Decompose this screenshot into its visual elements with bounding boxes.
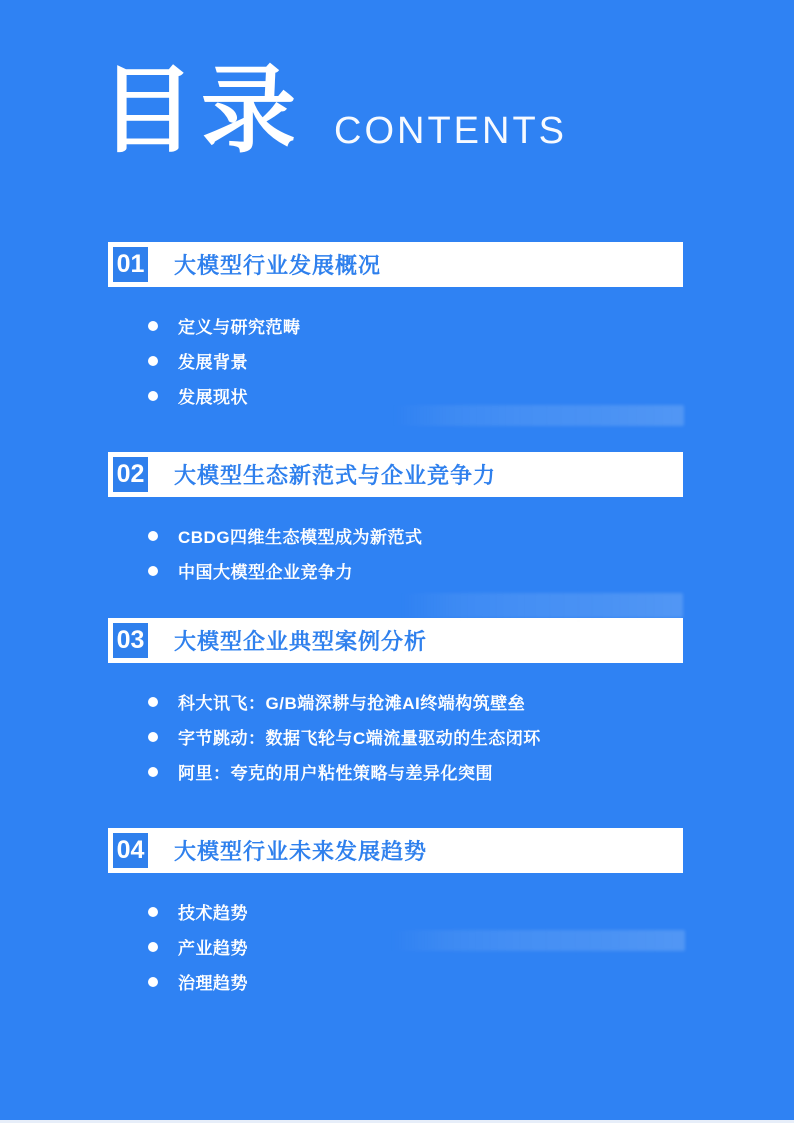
section-title: 大模型行业发展概况 bbox=[174, 253, 382, 278]
toc-title-english: CONTENTS bbox=[334, 110, 568, 152]
toc-item-label: CBDG四维生态模型成为新范式 bbox=[178, 528, 423, 547]
toc-section-03 bbox=[0, 618, 794, 789]
bullet-dot-icon bbox=[148, 697, 158, 707]
toc-item-label: 字节跳动：数据飞轮与C端流量驱动的生态闭环 bbox=[178, 729, 541, 748]
blurred-watermark bbox=[390, 930, 685, 951]
section-header-bar bbox=[108, 618, 683, 663]
section-number-badge: 04 bbox=[113, 833, 148, 868]
section-title: 大模型企业典型案例分析 bbox=[174, 629, 428, 654]
section-header-bar bbox=[108, 242, 683, 287]
section-number-badge: 03 bbox=[113, 623, 148, 658]
section-number-badge: 01 bbox=[113, 247, 148, 282]
toc-item-label: 科大讯飞：G/B端深耕与抢滩AI终端构筑壁垒 bbox=[178, 694, 526, 713]
toc-title-chinese: 目录 bbox=[100, 58, 303, 164]
section-item-list bbox=[148, 684, 794, 789]
toc-item-label: 发展现状 bbox=[178, 388, 248, 407]
bullet-dot-icon bbox=[148, 977, 158, 987]
section-header-bar bbox=[108, 828, 683, 873]
bullet-dot-icon bbox=[148, 531, 158, 541]
toc-item bbox=[148, 754, 794, 789]
toc-item-label: 产业趋势 bbox=[178, 939, 248, 958]
toc-item-label: 中国大模型企业竞争力 bbox=[178, 563, 353, 582]
toc-item-label: 技术趋势 bbox=[178, 904, 248, 923]
toc-item bbox=[148, 684, 794, 719]
bullet-dot-icon bbox=[148, 732, 158, 742]
section-number-badge: 02 bbox=[113, 457, 148, 492]
toc-section-04 bbox=[0, 828, 794, 999]
section-item-list bbox=[148, 308, 794, 413]
toc-header bbox=[100, 58, 567, 164]
toc-item-label: 治理趋势 bbox=[178, 974, 248, 993]
section-title: 大模型生态新范式与企业竞争力 bbox=[174, 463, 497, 488]
toc-section-01 bbox=[0, 242, 794, 413]
toc-item bbox=[148, 964, 794, 999]
bullet-dot-icon bbox=[148, 566, 158, 576]
bullet-dot-icon bbox=[148, 767, 158, 777]
bullet-dot-icon bbox=[148, 321, 158, 331]
blurred-watermark bbox=[400, 593, 683, 618]
blurred-watermark bbox=[392, 405, 684, 426]
section-title: 大模型行业未来发展趋势 bbox=[174, 839, 428, 864]
toc-item bbox=[148, 308, 794, 343]
toc-item bbox=[148, 518, 794, 553]
section-header-bar bbox=[108, 452, 683, 497]
toc-item bbox=[148, 894, 794, 929]
toc-section-02 bbox=[0, 452, 794, 588]
toc-item-label: 定义与研究范畴 bbox=[178, 318, 301, 337]
bullet-dot-icon bbox=[148, 356, 158, 366]
toc-item-label: 发展背景 bbox=[178, 353, 248, 372]
bullet-dot-icon bbox=[148, 391, 158, 401]
toc-item bbox=[148, 553, 794, 588]
bullet-dot-icon bbox=[148, 907, 158, 917]
section-item-list bbox=[148, 518, 794, 588]
bullet-dot-icon bbox=[148, 942, 158, 952]
toc-item bbox=[148, 719, 794, 754]
toc-item-label: 阿里：夸克的用户粘性策略与差异化突围 bbox=[178, 764, 493, 783]
toc-item bbox=[148, 343, 794, 378]
